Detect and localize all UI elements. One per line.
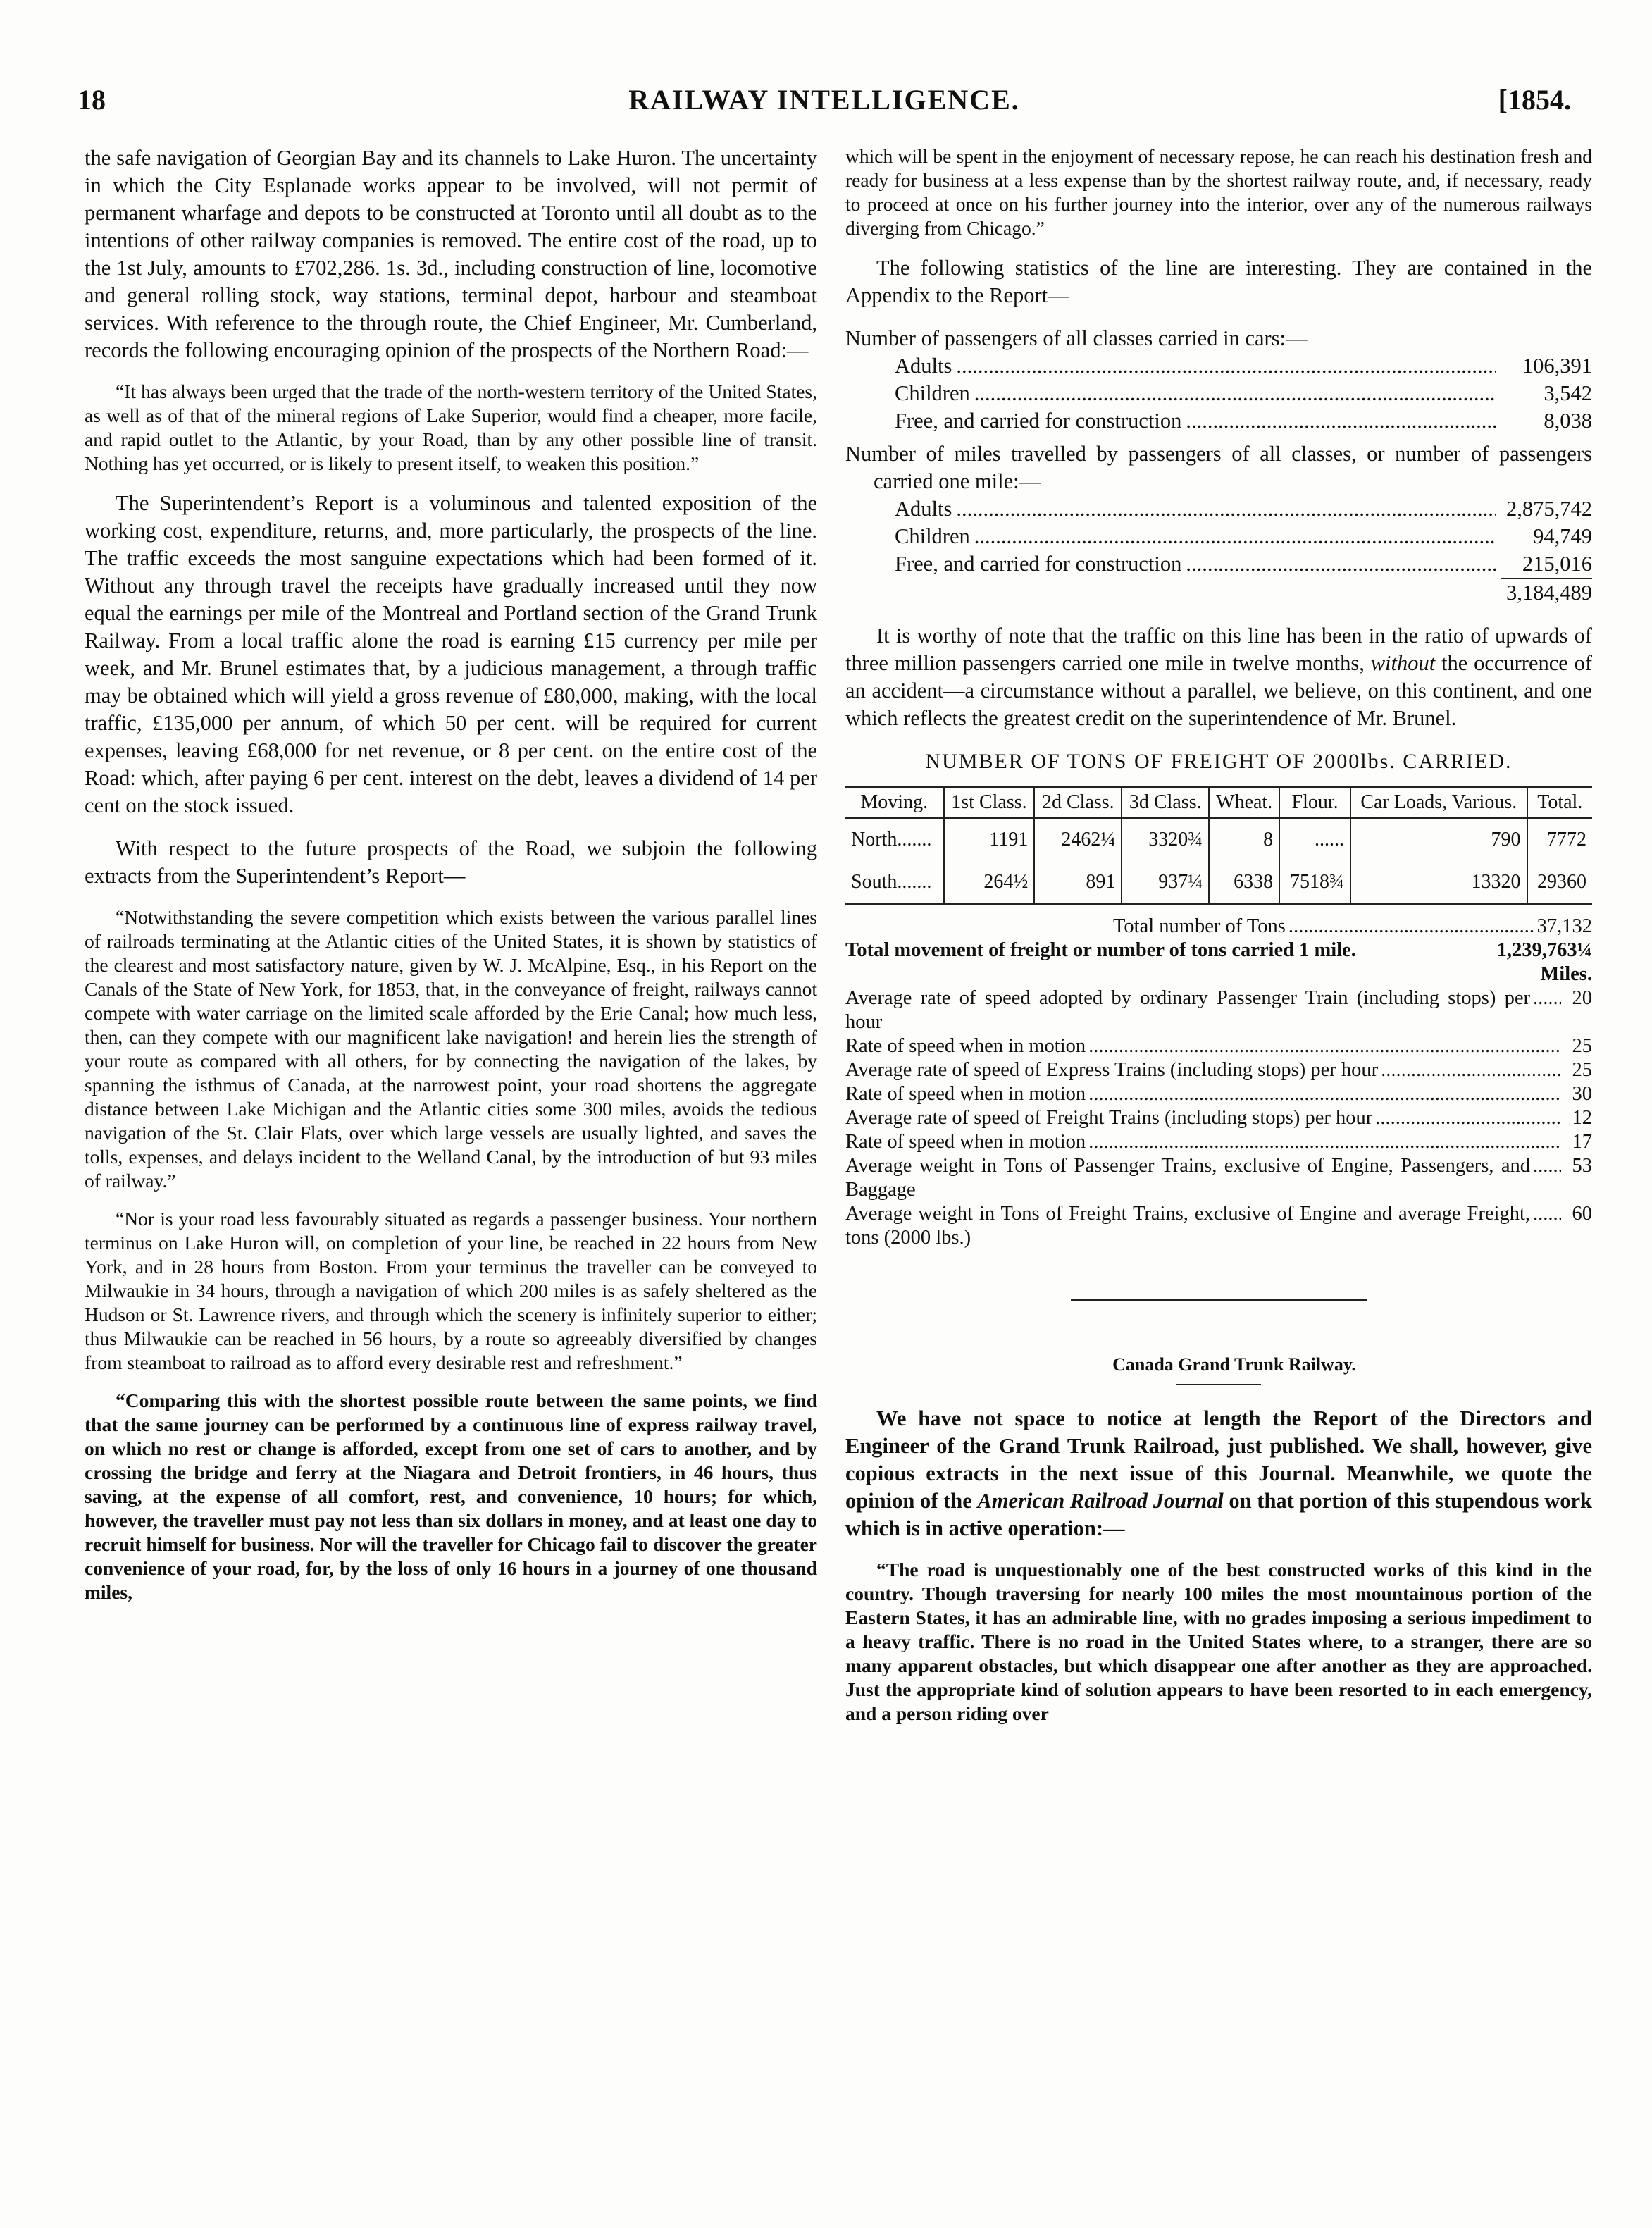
freight-summary [845, 915, 1592, 1250]
table-title: NUMBER OF TONS OF FREIGHT OF 2000lbs. CARRIED. [925, 750, 1513, 773]
paragraph: The Superintendent’s Report is a voluminous and talented exposition of the working cost, expenditure, returns, and, more particularly, the prospects of the line. The traffic exceeds the most sanguine expectations which had been formed of it. Without any through travel the receipts have gradually increased until they now equal the earnings per mile of the Montreal and Portland section of the Grand Trunk Railway. From a local traffic alone the road is earning £15 currency per mile per week, and Mr. Brunel estimates that, by a judicious management, a through traffic may be obtained which will yield a gross revenue of £80,000, making, with the local traffic, £135,000 per annum, of which 50 per cent. will be required for current expenses, leaving £68,000 for net revenue, or 8 per cent. on the entire cost of the Road: which, after paying 6 per cent. interest on the debt, leaves a dividend of 14 per cent on the stock issued. [85, 491, 817, 817]
speed-row: Average rate of speed adopted by ordinary Passenger Train (including stops) per hour ..... 20 [845, 986, 1592, 1034]
paragraph: We have not space to notice at length the Report of the Directors and Engineer of the Grand Trunk Railroad, just published. We shall, however, give copious extracts in the next issue of this Journal. Meanwhile, we quote the opinion of the American Railroad Journal on that portion of this stupendous work which is in active operation:— [845, 1406, 1592, 1540]
quotation: “Notwithstanding the severe competition which exists between the various parallel lines of railroads terminating at the Atlantic cities of the United States, it is shown by statistics of the clearest and most satisfactory nature, given by W. J. McAlpine, Esq., in his Report on the Canals of the State of New York, for 1853, that, in the conveyance of freight, railways cannot compete with water carriage on the limited scale afforded by the Erie Canal; how much less, then, can they compete with our magnificent lake navigation! and herein lies the strength of your route as compared with all others, for by connecting the navigation of the lakes, by spanning the isthmus of Canada, at the narrowest point, your road shortens the aggregate distance between Lake Michigan and the Atlantic cities some 300 miles, avoids the tedious navigation of the St. Clair Flats, over which large vessels are usually lighted, and saves the tolls, expenses, and delays incident to the Welland Canal, by the introduction of but 93 miles of railway.” [85, 906, 817, 1192]
quotation: “It has always been urged that the trade of the north-western territory of the United States, as well as of that of the mineral regions of Lake Superior, would find a cheaper, more facile, and rapid outlet to the Atlantic, by your Road, than by any other possible line of transit. Nothing has yet occurred, or is likely to present itself, to weaken this position.” [85, 380, 817, 474]
statistics-heading: Number of passengers of all classes carried in cars:— [845, 326, 1308, 350]
stat-row: Children ..... 94,749 [895, 523, 1592, 550]
paragraph: With respect to the future prospects of the Road, we subjoin the following extracts from the Superintendent’s Report— [85, 836, 817, 888]
column-header: Car Loads, Various. [1350, 787, 1527, 818]
running-header [77, 83, 1571, 125]
passenger-statistics [845, 325, 1592, 435]
heading-rule [1176, 1384, 1261, 1385]
quotation: “The road is unquestionably one of the best constructed works of this kind in the country. Though traversing for nearly 100 miles the most mountainous portion of the Eastern States, it has an admirable line, with no grades imposing a serious impediment to a heavy traffic. There is no road in the United States where, to a stranger, there are so many apparent obstacles, but which disappear one after another as they are approached. Just the appropriate kind of solution appears to have been resorted to in each emergency, and a person riding over [845, 1559, 1592, 1724]
journal-title: RAILWAY INTELLIGENCE. [628, 84, 1020, 116]
stat-total-row: 3,184,489 [895, 578, 1592, 607]
column-header: 1st Class. [944, 787, 1035, 818]
statistics-heading: Number of miles travelled by passengers of all classes, or number of passengers carried one mile:— [845, 442, 1592, 493]
section-divider [1071, 1299, 1367, 1301]
movement-unit: Miles. [1540, 963, 1592, 985]
quotation: “Comparing this with the shortest possible route between the same points, we find that the same journey can be performed by a continuous line of express railway travel, on which no rest or change is afforded, except from one set of cars to another, and by crossing the bridge and ferry at the Niagara and Detroit frontiers, in 46 hours, thus saving, at the expense of all comfort, rest, and convenience, 10 hours; for which, however, the traveller must pay not less than six dollars in money, and at least one day to recruit himself for business. Nor will the traveller for Chicago fail to discover the greater convenience of your road, for, by the loss of only 16 hours in a journey of one thousand miles, [85, 1390, 817, 1603]
table-row: North....... 1191 2462¼ 3320¾ 8 ...... 790 7772 [845, 818, 1592, 861]
column-header: Moving. [845, 787, 944, 818]
paragraph: the safe navigation of Georgian Bay and its channels to Lake Huron. The uncertainty in which the City Esplanade works appear to be involved, will not permit of permanent wharfage and depots to be constructed at Toronto until all doubt as to the intentions of other railway companies is removed. The entire cost of the road, up to the 1st July, amounts to £702,286. 1s. 3d., including construction of line, locomotive and general rolling stock, way stations, terminal depot, harbour and steamboat services. With reference to the through route, the Chief Engineer, Mr. Cumberland, records the following encouraging opinion of the prospects of the Northern Road:— [85, 146, 817, 362]
speed-row: Average weight in Tons of Freight Trains, exclusive of Engine and average Freight, tons (2000 lbs.) ..... 60 [845, 1202, 1592, 1250]
paragraph: The following statistics of the line are interesting. They are contained in the Appendix to the Report— [845, 256, 1592, 307]
section-heading: Canada Grand Trunk Railway. [1112, 1354, 1356, 1375]
paragraph: It is worthy of note that the traffic on this line has been in the ratio of upwards of three million passengers carried one mile in twelve months, without the occurrence of an accident—a circumstance without a parallel, we believe, on this continent, and one which reflects the greatest credit on the superintendence of Mr. Brunel. [845, 624, 1593, 730]
left-column [85, 144, 817, 1619]
page-number: 18 [77, 84, 106, 116]
stat-row: Free, and carried for construction ..... 215,016 [895, 550, 1592, 578]
stat-row: Free, and carried for construction ..... 8,038 [895, 407, 1592, 435]
column-header: Flour. [1279, 787, 1350, 818]
speed-row: Average rate of speed of Freight Trains (including stops) per hour ..... 12 [845, 1106, 1592, 1130]
total-tons-row: Total number of Tons ..... 37,132 [1113, 915, 1592, 939]
speed-row: Rate of speed when in motion ..... 25 [845, 1034, 1592, 1058]
table-row: South....... 264½ 891 937¼ 6338 7518¾ 13320 29360 [845, 861, 1592, 904]
speed-row: Average weight in Tons of Passenger Trains, exclusive of Engine, Passengers, and Baggage ..... 53 [845, 1154, 1592, 1202]
stat-row: Adults ..... 2,875,742 [895, 495, 1592, 523]
right-column [845, 144, 1592, 1740]
speed-row: Average rate of speed of Express Trains (including stops) per hour ..... 25 [845, 1058, 1592, 1082]
column-header: Wheat. [1209, 787, 1279, 818]
table-header-row [845, 787, 1592, 818]
mileage-statistics [845, 440, 1592, 607]
stat-row: Children ..... 3,542 [895, 380, 1592, 407]
stat-row: Adults ..... 106,391 [895, 352, 1592, 380]
speed-row: Rate of speed when in motion ..... 17 [845, 1130, 1592, 1154]
year-label: [1854. [1498, 84, 1571, 116]
column-header: 3d Class. [1122, 787, 1209, 818]
freight-table [845, 786, 1592, 905]
quotation-continued: which will be spent in the enjoyment of necessary repose, he can reach his destination fresh and ready for business at a less expense than by the shortest railway route, and, if necessary, ready to proceed at once on his further journey into the interior, over any of the numerous railways diverging from Chicago.” [845, 145, 1592, 239]
column-header: Total. [1527, 787, 1592, 818]
movement-row: Total movement of freight or number of tons carried 1 mile. 1,239,763¼ [845, 939, 1592, 961]
speed-row: Rate of speed when in motion ..... 30 [845, 1082, 1592, 1106]
quotation: “Nor is your road less favourably situated as regards a passenger business. Your northern terminus on Lake Huron will, on completion of your line, be reached in 22 hours from New York, and in 28 hours from Boston. From your terminus the traveller can be conveyed to Milwaukie in 34 hours, through a navigation of which 200 miles is as safely sheltered as the Hudson or St. Lawrence rivers, and through which the scenery is infinitely superior to either; thus Milwaukie can be reached in 56 hours, by a route so agreeably diversified by changes from steamboat to railroad as to afford every desirable rest and refreshment.” [85, 1208, 817, 1373]
column-header: 2d Class. [1034, 787, 1122, 818]
